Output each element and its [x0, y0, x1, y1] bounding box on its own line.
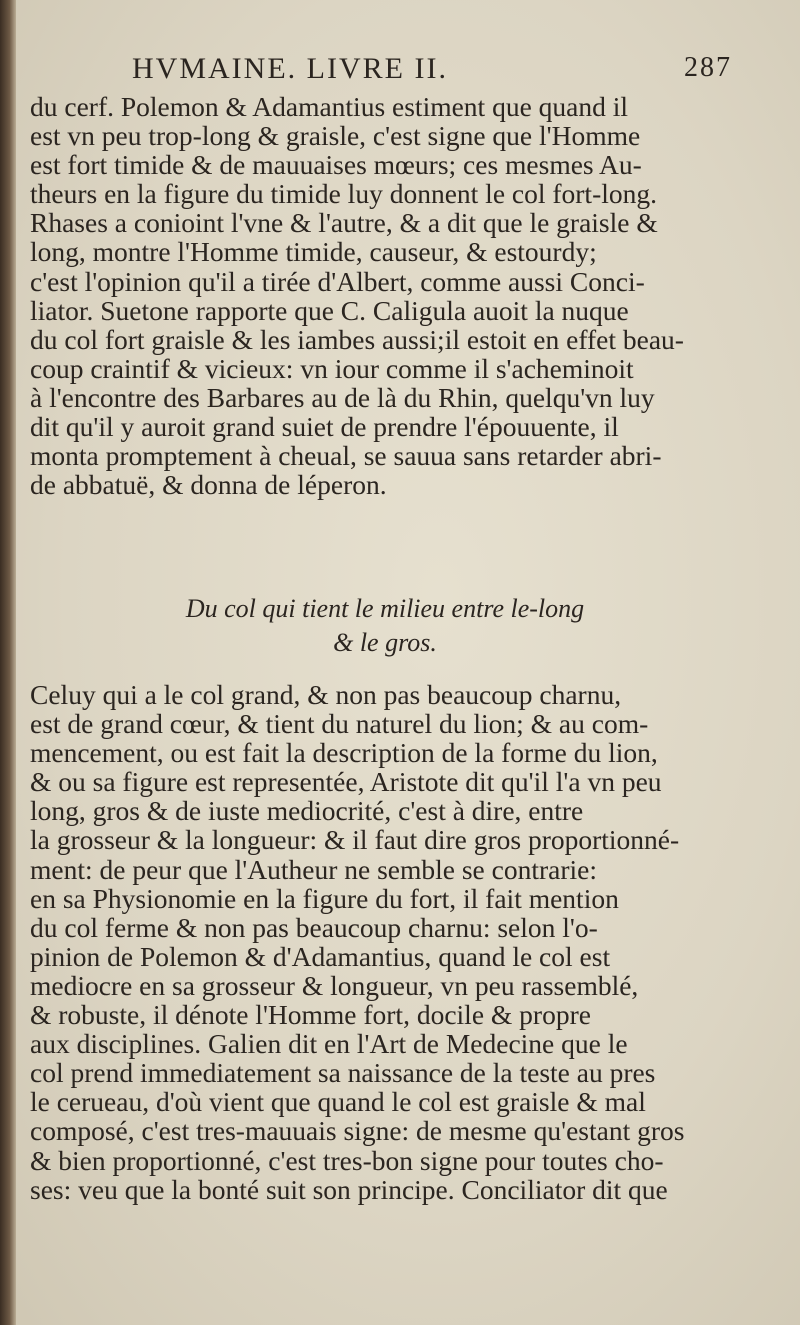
heading-line: & le gros.	[333, 628, 437, 657]
text-line: à l'encontre des Barbares au de là du Rhin, quelqu'vn luy	[30, 381, 655, 413]
text-line: du cerf. Polemon & Adamantius estiment que quand il	[30, 91, 629, 122]
text-line: du col ferme & non pas beaucoup charnu: selon l'o-	[30, 911, 598, 943]
text-line: theurs en la figure du timide luy donnent le col fort-long.	[30, 178, 657, 210]
text-line: liator. Suetone rapporte que C. Caligula auoit la nuque	[30, 294, 629, 326]
text-line: est fort timide & de mauuaises mœurs; ces mesmes Au-	[30, 149, 642, 181]
text-line: composé, c'est tres-mauuais signe: de mesme qu'estant gros	[30, 1115, 685, 1147]
text-line: monta promptement à cheual, se sauua sans retarder abri-	[30, 440, 662, 472]
text-line: mediocre en sa grosseur & longueur, vn peu rassemblé,	[30, 969, 639, 1001]
text-line: aux disciplines. Galien dit en l'Art de Medecine que le	[30, 1028, 628, 1060]
text-line: col prend immediatement sa naissance de la teste au pres	[30, 1057, 656, 1089]
text-line: le cerueau, d'où vient que quand le col est graisle & mal	[30, 1086, 646, 1118]
text-line: long, montre l'Homme timide, causeur, & estourdy;	[30, 236, 597, 268]
text-line: & ou sa figure est representée, Aristote dit qu'il l'a vn peu	[30, 766, 662, 798]
paragraph-2	[30, 680, 710, 1204]
text-line: en sa Physionomie en la figure du fort, il fait mention	[30, 882, 619, 914]
text-line: c'est l'opinion qu'il a tirée d'Albert, comme aussi Conci-	[30, 265, 645, 297]
text-line: est vn peu trop-long & graisle, c'est signe que l'Homme	[30, 120, 641, 152]
text-line: est de grand cœur, & tient du naturel du lion; & au com-	[30, 708, 649, 740]
paragraph-1	[30, 92, 710, 499]
page-header	[132, 52, 732, 92]
binding-gutter	[0, 0, 16, 1325]
text-line: dit qu'il y auroit grand suiet de prendre l'épouuente, il	[30, 411, 619, 443]
text-line: du col fort graisle & les iambes aussi;il estoit en effet beau-	[30, 323, 684, 355]
text-line: Rhases a conioint l'vne & l'autre, & a dit que le graisle &	[30, 207, 658, 239]
text-line: de abbatuë, & donna de léperon.	[30, 469, 387, 501]
text-line: ment: de peur que l'Autheur ne semble se contrarie:	[30, 853, 597, 885]
text-line: la grosseur & la longueur: & il faut dire gros proportionné-	[30, 824, 680, 856]
text-line: mencement, ou est fait la description de la forme du lion,	[30, 737, 658, 769]
text-line: & robuste, il dénote l'Homme fort, docile & propre	[30, 999, 591, 1031]
running-title: HVMAINE. LIVRE II.	[132, 52, 448, 85]
text-line: ses: veu que la bonté suit son principe. Conciliator dit que	[30, 1173, 668, 1205]
text-line: Celuy qui a le col grand, & non pas beaucoup charnu,	[30, 679, 622, 710]
section-heading	[135, 592, 635, 660]
heading-line: Du col qui tient le milieu entre le-long	[185, 594, 585, 623]
text-line: long, gros & de iuste mediocrité, c'est à dire, entre	[30, 795, 584, 827]
text-line: & bien proportionné, c'est tres-bon signe pour toutes cho-	[30, 1144, 664, 1176]
text-line: coup craintif & vicieux: vn iour comme il s'acheminoit	[30, 352, 634, 384]
text-line: pinion de Polemon & d'Adamantius, quand le col est	[30, 940, 611, 972]
page-number: 287	[684, 52, 732, 83]
